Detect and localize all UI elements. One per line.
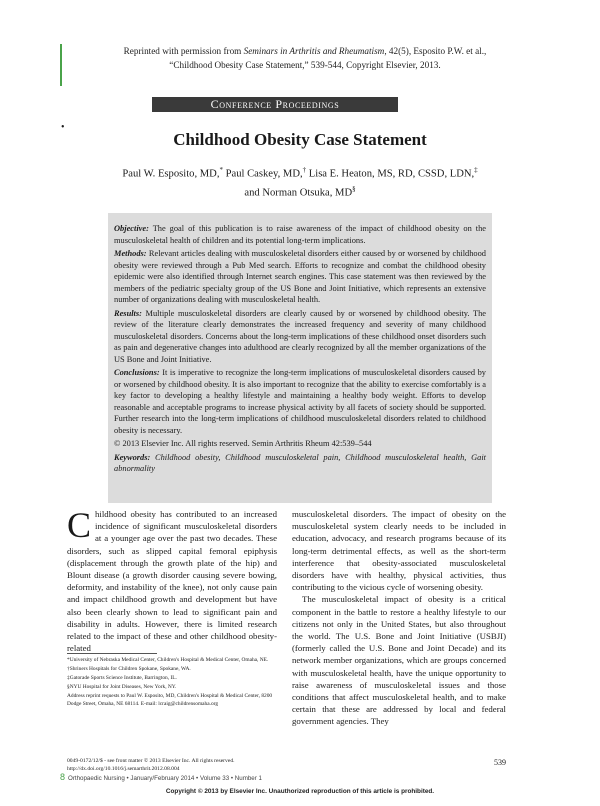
keywords-label: Keywords:: [114, 452, 151, 462]
methods-text: Relevant articles dealing with musculoskeletal disorders either caused by or worsened by childhood obesity were reviewed through a Pub Med search. Efforts to recognize and combat the childhood obesity epidemic were also identified through Internet search engines. This case statement was then reviewed by the members of the pediatric specialty group of the US Bone and Joint Initiative, which represents an extensive number of organizations dealing with musculoskeletal health.: [114, 249, 486, 304]
reprint-journal: Seminars in Arthritis and Rheumatism: [243, 46, 385, 56]
objective-label: Objective:: [114, 224, 149, 233]
footnote: ‡Gatorade Sports Science Institute, Barrington, IL.: [67, 675, 177, 682]
author-1-mark: *: [219, 166, 223, 174]
reprint-line1-post: , 42(5), Esposito P.W. et al.,: [384, 46, 487, 56]
author-list: [90, 163, 510, 200]
journal-page-number: 8: [60, 772, 66, 782]
body-left-text: hildhood obesity has contributed to an increased incidence of significant musculoskeletal disorders at a younger age over the past two decades. These disorders, such as slipped capital femoral epiphysis (displacement through the growth plate of the hip) and Blount disease (a growth disorder causing severe bowing, deformity, and instability of the knee), not only cause pain and impact childhood growth and development but have also been clearly shown to lead to significant pain and disability in adults. However, there is limited research related to the impact of these and other childhood obesity-related: [67, 509, 277, 654]
drop-cap: C: [67, 505, 92, 545]
reprint-line1-pre: Reprinted with permission from: [123, 46, 244, 56]
body-right-paragraph-2: The musculoskeletal impact of obesity is a critical component in the battle to restore a healthy lifestyle to our citizens not only in the United States, but also throughout the world. The U.S. Bone and Joint Initiative (USBJI) (formerly called the U.S. Bone and Joint Decade) and its network member organizations, which are groups concerned with musculoskeletal health, have the unique opportunity to raise awareness of musculoskeletal issues and those conditions that affect musculoskeletal health, and to make certain that these are addressed by local and federal government agencies. They: [292, 594, 506, 727]
results-text: Multiple musculoskeletal disorders are clearly caused by or worsened by childhood obesity. The review of the literature clearly demonstrates the increased frequency and severity of many childhood musculoskeletal disorders. Concerns about the long-term implications of these childhood onset disorders such as pain and degenerative changes into adulthood are clearly recognized by all the member organizations of the US Bone and Joint Initiative.: [114, 308, 486, 364]
author-3: Lisa E. Heaton, MS, RD, CSSD, LDN,: [306, 168, 475, 180]
footnote: †Shriners Hospitals for Children Spokane, Spokane, WA.: [67, 666, 191, 673]
copyright-notice: Copyright © 2013 by Elsevier Inc. Unauthorized reproduction of this article is prohibited.: [165, 788, 435, 795]
doi-link[interactable]: http://dx.doi.org/10.1016/j.semarthrit.2012.08.004: [67, 766, 180, 772]
footnote: *University of Nebraska Medical Center, Children's Hospital & Medical Center, Omaha, NE.: [67, 657, 269, 663]
author-4-mark: §: [352, 184, 356, 193]
footnote-divider: [67, 653, 157, 654]
author-2: Paul Caskey, MD,: [222, 168, 303, 180]
journal-footer-text: Orthopaedic Nursing • January/February 2014 • Volume 33 • Number 1: [68, 775, 262, 782]
article-front-matter: [67, 757, 327, 773]
footnotes: [67, 657, 279, 710]
conclusions-text: It is imperative to recognize the long-term implications of musculoskeletal disorders caused by or worsened by childhood obesity. It is also important to recognize that the ability to exercise comfortably is a key factor to developing a healthy lifestyle and maintaining a healthy body weight. Efforts to develop reasonable and acceptable programs to increase physical activity by all facets of society should be supported. Further research into the long-term implications of childhood musculoskeletal disorders related to childhood obesity is necessary.: [114, 368, 486, 435]
footnote: Address reprint requests to Paul W. Esposito, MD, Children's Hospital & Medical Center, 8200 Dodge Street, Omaha, NE 68114. E-mail: lcraig@childrensomaha.org: [67, 693, 273, 707]
reprint-line2: “Childhood Obesity Case Statement,” 539-544, Copyright Elsevier, 2013.: [169, 60, 441, 70]
results-label: Results:: [114, 308, 142, 318]
conclusions-label: Conclusions:: [114, 368, 160, 377]
author-1: Paul W. Esposito, MD,: [122, 168, 220, 180]
author-3-mark: ‡: [474, 166, 478, 174]
section-banner: Conference Proceedings: [152, 97, 398, 112]
page-number: 539: [494, 758, 506, 767]
reprint-notice: [60, 44, 540, 86]
methods-label: Methods:: [114, 249, 147, 258]
abstract-copyright: © 2013 Elsevier Inc. All rights reserved. Semin Arthritis Rheum 42:539–544: [114, 439, 372, 448]
author-2-mark: †: [302, 166, 307, 174]
objective-text: The goal of this publication is to raise awareness of the impact of childhood obesity on the musculoskeletal health of children and its potential long-term implications.: [114, 224, 486, 245]
front-matter-line: 0049-0172/12/$ - see front matter © 2013 Elsevier Inc. All rights reserved.: [67, 758, 235, 764]
body-right-paragraph-1: musculoskeletal disorders. The impact of obesity on the musculoskeletal system clearly needs to be included in education, advocacy, and research programs because of its long-term detrimental effects, as well as the short-term interference that obesity-associated musculoskeletal disorders have with healthy, physical activities, thus contributing to the vicious cycle of worsening obesity.: [292, 509, 506, 593]
footnote: §NYU Hospital for Joint Diseases, New York, NY.: [67, 684, 177, 691]
journal-footer: [60, 772, 500, 782]
bullet-mark: •: [61, 122, 65, 133]
body-column-right: [292, 508, 506, 728]
abstract-box: [108, 213, 492, 503]
author-4: and Norman Otsuka, MD: [244, 187, 353, 199]
article-title: Childhood Obesity Case Statement: [173, 130, 427, 149]
keywords-text: Childhood obesity, Childhood musculoskeletal pain, Childhood musculoskeletal health, Gait abnormality: [114, 452, 486, 473]
body-column-left: [67, 505, 277, 654]
